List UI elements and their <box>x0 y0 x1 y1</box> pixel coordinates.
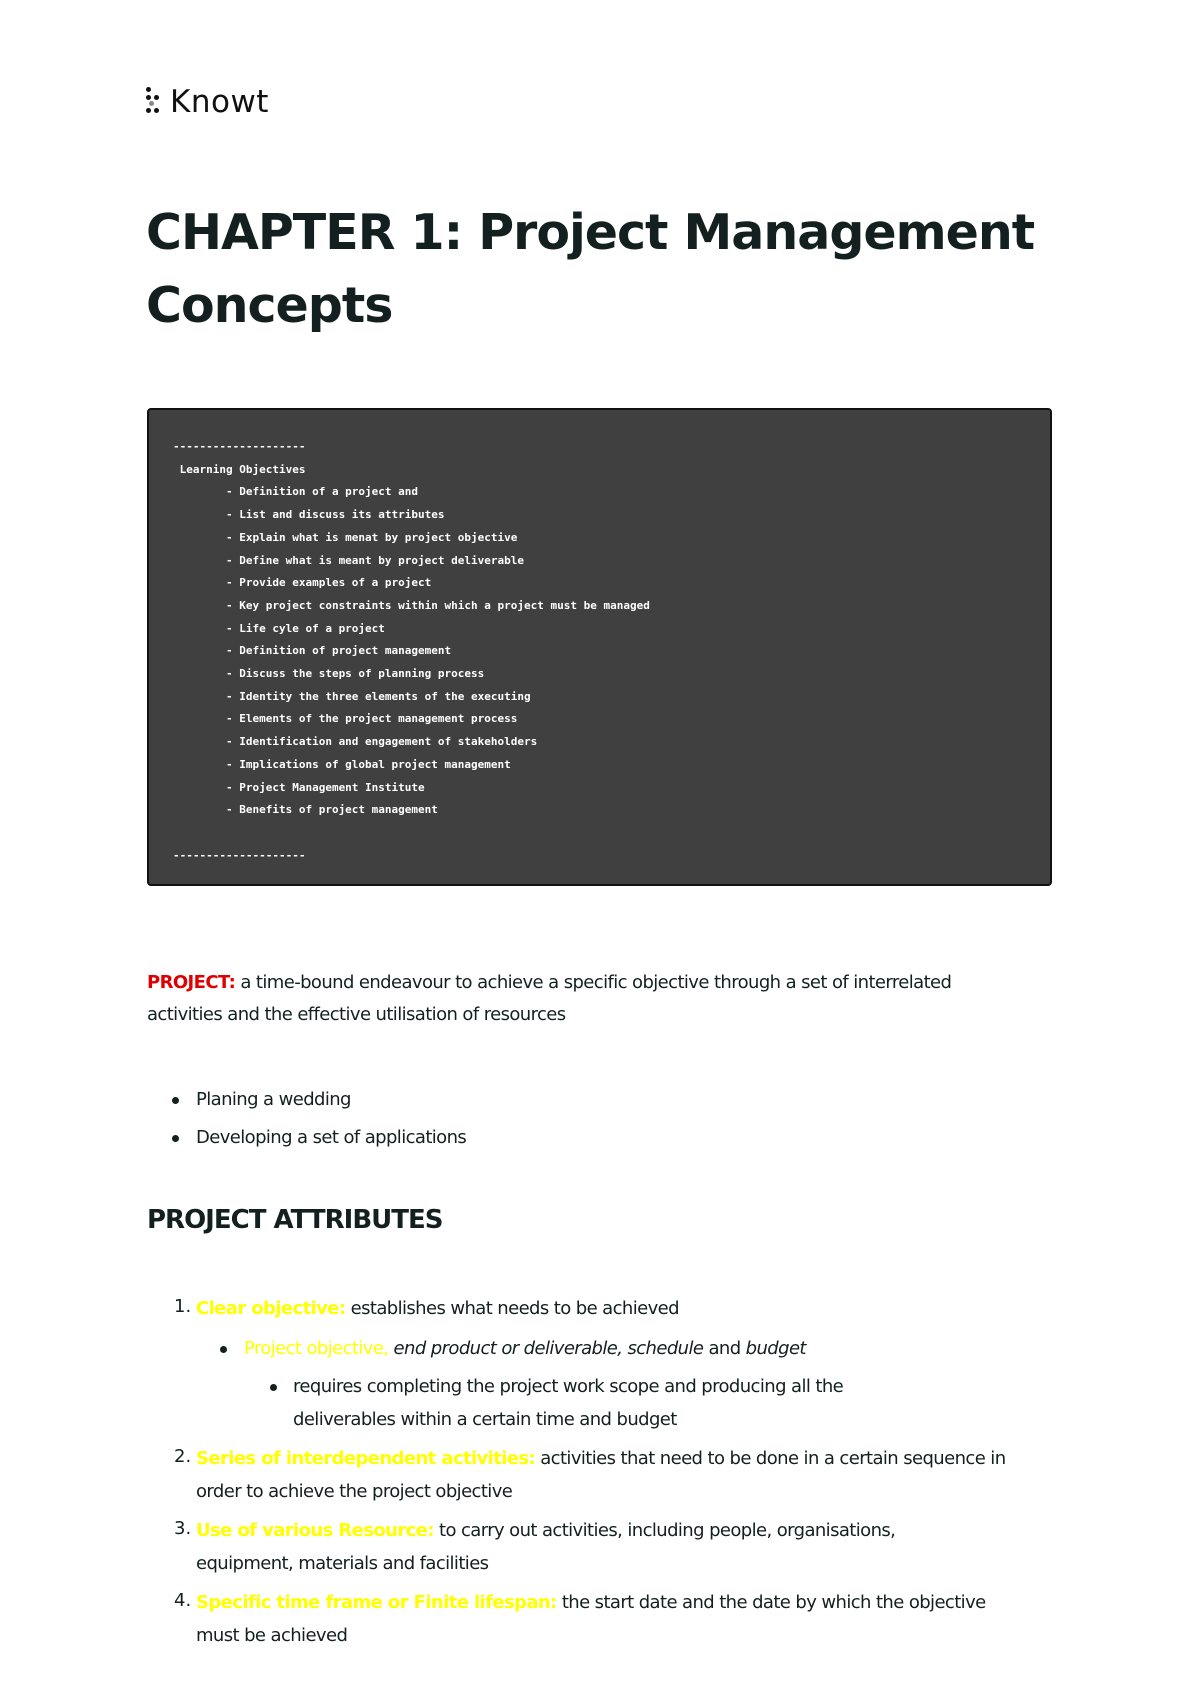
and-text: and <box>703 1338 746 1359</box>
sub-sub-bullet: requires completing the project work scope and producing all the deliverables within a certain time and budget <box>293 1376 844 1430</box>
list-number: 3. <box>174 1518 192 1539</box>
bullet-icon <box>270 1384 277 1391</box>
attribute-item <box>196 1292 1016 1325</box>
list-number: 2. <box>174 1446 192 1467</box>
list-number: 4. <box>174 1590 192 1611</box>
bullet-icon <box>220 1346 227 1353</box>
sub-term: Project objective, <box>244 1338 389 1359</box>
attribute-text: the start date and the date by which the objective must be achieved <box>196 1592 986 1646</box>
attribute-text: to carry out activities, including people, organisations, equipment, materials and facilities <box>196 1520 896 1574</box>
attribute-item <box>196 1514 956 1580</box>
attribute-term: Clear objective: <box>196 1298 346 1319</box>
project-definition <box>147 967 1007 1031</box>
logo-text: Knowt <box>170 84 269 120</box>
knowt-logo-icon <box>146 87 162 117</box>
page-title: CHAPTER 1: Project Management Concepts <box>146 204 1035 334</box>
attribute-item <box>196 1442 1016 1508</box>
attribute-term: Use of various Resource: <box>196 1520 434 1541</box>
project-term: PROJECT: <box>147 972 236 993</box>
attribute-term: Series of interdependent activities: <box>196 1448 536 1469</box>
project-definition-text: a time-bound endeavour to achieve a specific objective through a set of interrelated activities and the effective utilisation of resources <box>147 972 952 1025</box>
attribute-text: establishes what needs to be achieved <box>345 1298 679 1319</box>
attribute-text: activities that need to be done in a certain sequence in order to achieve the project objective <box>196 1448 1006 1502</box>
bullet-icon <box>172 1097 179 1104</box>
learning-objectives-code-block <box>147 408 1052 886</box>
section-heading: PROJECT ATTRIBUTES <box>147 1205 443 1235</box>
attribute-term: Specific time frame or Finite lifespan: <box>196 1592 557 1613</box>
code-text: -------------------- Learning Objectives - Definition of a project and - List and discuss its attributes - Explain what is menat by project objective - Define what is meant by project deliverable - Provide examples of a project - Key project constraints within which a project must be managed - Life cyle of a project - Definition of project management - Discuss the steps of planning process - Identity the three elements of the executing - Elements of the project management process - Identification and engagement of stakeholders - Implications of global project management - Project Management Institute - Benefits of project management -------------------- <box>173 440 650 862</box>
bullet-icon <box>172 1135 179 1142</box>
list-number: 1. <box>174 1296 192 1317</box>
list-item: Developing a set of applications <box>196 1127 467 1148</box>
knowt-logo <box>146 84 269 120</box>
italic-text: end product or deliverable, schedule <box>388 1338 704 1359</box>
attribute-item <box>196 1586 1016 1652</box>
italic-text: budget <box>745 1338 806 1359</box>
sub-bullet <box>244 1332 806 1365</box>
list-item: Planing a wedding <box>196 1089 351 1110</box>
